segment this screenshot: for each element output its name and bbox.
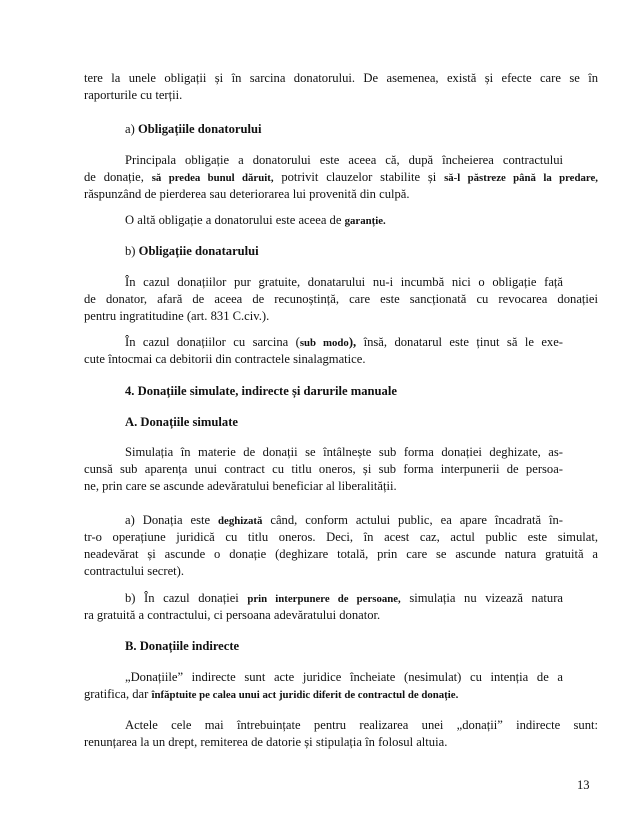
text-line: pentru ingratitudine (art. 831 C.civ.). (84, 309, 270, 323)
text-line: cute întocmai ca debitorii din contractele sinalagmatice. (84, 352, 366, 366)
section-heading-b: b) Obligațiie donatarului (125, 244, 259, 258)
text-line: O altă obligație a donatorului este aceea de garanție. (125, 213, 386, 227)
text-line: În cazul donațiilor pur gratuite, donatarului nu-i incumbă nici o obligație față (125, 275, 563, 289)
text-line: ra gratuită a contractului, ci persoana adevăratului donator. (84, 608, 381, 622)
section-heading-a: a) Obligațiile donatorului (125, 122, 262, 136)
text-line: raporturile cu terții. (84, 88, 183, 102)
text-line: a) Donația este deghizată când, conform actului public, ea apare încadrată în- (125, 513, 563, 527)
text-line: Actele cele mai întrebuințate pentru realizarea unei „donații” indirecte sunt: (125, 718, 598, 732)
page-number: 13 (577, 778, 590, 792)
text-line: gratifica, dar înfăptuite pe calea unui act juridic diferit de contractul de donație. (84, 687, 459, 701)
text-line: În cazul donațiilor cu sarcina (sub modo), însă, donatarul este ținut să le exe- (125, 335, 563, 349)
text-line: de donație, să predea bunul dăruit, potrivit clauzelor stabilite și să-l păstreze până la predare, (84, 170, 598, 184)
text-line: neadevărat și ascunde o donație (deghizare totală, prin care se ascunde natura gratuită a (84, 547, 598, 561)
text-line: tr-o operațiune juridică cu titlu oneros. Deci, în acest caz, actul public este simulat, (84, 530, 598, 544)
text-line: cunsă sub aparența unui contract cu titlu oneros, și sub forma interpunerii de persoa- (84, 462, 563, 476)
text-line: contractului secret). (84, 564, 184, 578)
section-heading-B: B. Donațiile indirecte (125, 639, 240, 653)
text-line: de donator, afară de aceea de recunoștință, care este sancționată cu revocarea donației (84, 292, 598, 306)
text-line: renunțarea la un drept, remiterea de datorie și stipulația în folosul altuia. (84, 735, 448, 749)
text-line: tere la unele obligații și în sarcina donatorului. De asemenea, există și efecte care se în (84, 71, 598, 85)
text-line: Simulația în materie de donații se întâlnește sub forma donației deghizate, as- (125, 445, 563, 459)
text-line: ne, prin care se ascunde adevăratului beneficiar al liberalității. (84, 479, 397, 493)
section-heading-4: 4. Donațiile simulate, indirecte și darurile manuale (125, 384, 397, 398)
text-line: „Donațiile” indirecte sunt acte juridice încheiate (nesimulat) cu intenția de a (125, 670, 563, 684)
text-line: Principala obligație a donatorului este aceea că, după încheierea contractului (125, 153, 563, 167)
section-heading-A: A. Donațiile simulate (125, 415, 238, 429)
text-line: b) În cazul donației prin interpunere de persoane, simulația nu vizează natura (125, 591, 563, 605)
text-line: răspunzând de pierderea sau deteriorarea lui provenită din culpă. (84, 187, 410, 201)
